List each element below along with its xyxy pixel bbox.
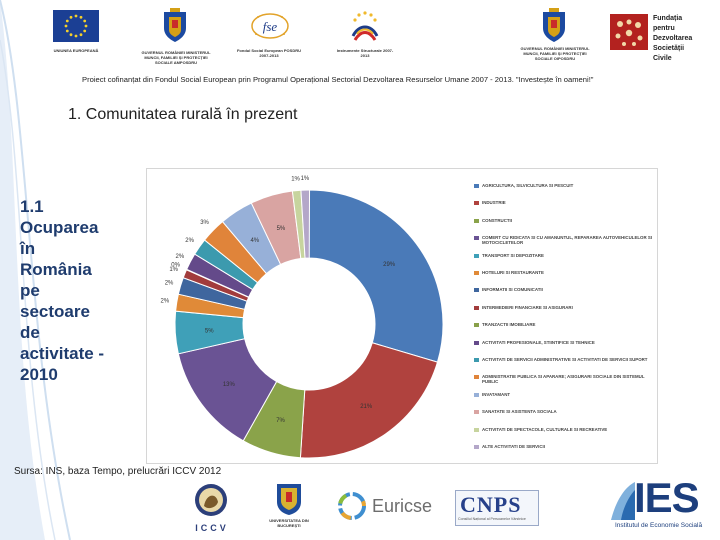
donut-label-9: 0%	[171, 262, 180, 269]
donut-slice-2	[300, 343, 437, 458]
iccv-text: ICCV	[195, 523, 229, 533]
legend-item	[474, 253, 654, 262]
donut-label-7: 2%	[164, 280, 174, 287]
gov2-caption: GUVERNUL ROMÂNIEI MINISTERUL MUNCII, FAMILIEI ȘI PROTECȚIEI SOCIALE OIPOSDRU	[520, 46, 590, 61]
legend-swatch	[474, 236, 479, 240]
header-logos	[0, 0, 720, 72]
legend-label: INVATAMANT	[482, 391, 511, 397]
legend-item	[474, 305, 654, 314]
donut-slice-1	[309, 190, 443, 362]
donut-label-16: 1%	[300, 176, 310, 183]
legend-item	[474, 322, 654, 331]
donut-label-10: 2%	[175, 253, 185, 260]
footer-logos	[0, 476, 720, 540]
cnps-logo	[455, 490, 539, 526]
legend-label: TRANZACTII IMOBILIARE	[482, 322, 536, 328]
legend-label: ALTE ACTIVITATI DE SERVICII	[482, 444, 545, 449]
legend-swatch	[474, 219, 479, 223]
legend-label: TRANSPORT SI DEPOZITARE	[482, 252, 544, 258]
fse-logo-icon	[250, 12, 290, 40]
gov-caption: GUVERNUL ROMÂNIEI MINISTERUL MUNCII, FAMILIEI ȘI PROTECȚIEI SOCIALE AMPOSDRU	[141, 50, 211, 65]
source-note: Sursa: INS, baza Tempo, prelucrări ICCV 2012	[14, 466, 222, 477]
university-logo-icon	[276, 482, 302, 516]
legend-item	[474, 200, 654, 209]
legend-label: ACTIVITATI DE SERVICII ADMINISTRATIVE SI ACTIVITATI DE SERVICII SUPORT	[482, 357, 648, 362]
donut-label-14: 5%	[276, 226, 286, 233]
donut-label-4: 13%	[222, 381, 235, 388]
cnps-sub: Consiliul Național al Persoanelor Vârstnice	[458, 517, 526, 521]
university-text: UNIVERSITATEA DIN BUCUREȘTI	[269, 518, 309, 528]
legend-swatch	[474, 288, 479, 292]
fdsc-text: Fundația pentru Dezvoltarea Societății Civile	[653, 15, 693, 62]
legend-swatch	[474, 341, 479, 345]
project-cofinancing-line: Proiect cofinanțat din Fondul Social European prin Programul Operațional Sectorial Dezvoltarea Resurselor Umane 2007 - 2013. "Investește în oameni!"	[82, 75, 594, 84]
legend-swatch	[474, 428, 479, 432]
svg-text:fse: fse	[262, 19, 278, 34]
legend-label: SANATATE SI ASISTENTA SOCIALA	[482, 409, 557, 415]
legend-item	[474, 270, 654, 279]
legend-label: HOTELURI SI RESTAURANTE	[482, 270, 544, 275]
legend-item	[474, 287, 654, 296]
legend-item	[474, 374, 654, 383]
donut-chart	[147, 169, 477, 463]
donut-label-13: 4%	[250, 237, 260, 244]
legend-label: COMERT CU RIDICATA SI CU AMANUNTUL, REPARAREA AUTOVEHICULELOR SI MOTOCICLETELOR	[482, 235, 653, 246]
legend-label: CONSTRUCTII	[482, 217, 513, 223]
cnps-text: CNPS	[460, 492, 522, 517]
donut-label-3: 7%	[276, 417, 285, 424]
donut-label-5: 5%	[204, 328, 214, 335]
ies-mark-icon	[607, 480, 637, 522]
romania-coat-icon-2	[540, 8, 568, 44]
legend-item	[474, 409, 654, 418]
fdsc-logo-icon	[610, 14, 648, 50]
legend-swatch	[474, 375, 479, 379]
chart-frame	[146, 168, 658, 464]
ies-sub: Institutul de Economie Socială	[615, 522, 703, 529]
eu-flag-icon	[53, 10, 99, 42]
donut-label-1: 29%	[383, 262, 396, 269]
is-caption: Instrumente Structurale 2007-2013	[336, 48, 394, 58]
legend-swatch	[474, 254, 479, 258]
legend-label: ACTIVITATI DE SPECTACOLE, CULTURALE SI RECREATIVE	[482, 426, 608, 432]
donut-label-6: 2%	[160, 298, 170, 305]
donut-label-15: 1%	[291, 176, 300, 183]
fse-caption: Fondul Social European POSDRU 2007-2013	[236, 48, 301, 58]
legend-swatch	[474, 445, 479, 449]
ies-text: IES	[634, 474, 699, 521]
legend-item	[474, 340, 654, 349]
legend-swatch	[474, 358, 479, 362]
legend-item	[474, 235, 654, 244]
euricse-logo-icon	[336, 490, 368, 522]
legend-item	[474, 357, 654, 366]
legend-swatch	[474, 393, 479, 397]
legend-item	[474, 183, 654, 192]
legend-item	[474, 444, 654, 453]
instrumente-structurale-icon	[347, 8, 383, 44]
iccv-logo-icon	[186, 480, 236, 524]
legend-item	[474, 218, 654, 227]
legend-swatch	[474, 410, 479, 414]
legend-label: ACTIVITATI PROFESIONALE, STIINTIFICE SI TEHNICE	[482, 339, 595, 345]
euricse-text: Euricse	[372, 496, 433, 516]
legend-label: INFORMATII SI COMUNICATII	[482, 287, 543, 293]
legend-swatch	[474, 184, 479, 188]
eu-caption: UNIUNEA EUROPEANĂ	[53, 48, 99, 53]
romania-coat-icon	[161, 8, 189, 44]
legend-swatch	[474, 323, 479, 327]
legend-swatch	[474, 306, 479, 310]
legend-item	[474, 392, 654, 401]
legend-swatch	[474, 201, 479, 205]
section-title: 1. Comunitatea rurală în prezent	[68, 106, 298, 123]
donut-label-12: 3%	[200, 220, 209, 227]
legend-item	[474, 427, 654, 436]
legend-label: INTERMEDIERI FINANCIARE SI ASIGURARI	[482, 304, 573, 310]
legend-label: INDUSTRIE	[482, 200, 506, 206]
chart-side-title: 1.1 Ocuparea în România pe sectoare de activitate - 2010	[20, 197, 105, 384]
legend-label: AGRICULTURA, SILVICULTURA SI PESCUIT	[482, 183, 574, 188]
legend-label: ADMINISTRATIE PUBLICA SI APARARE; ASIGURARI SOCIALE DIN SISTEMUL PUBLIC	[482, 374, 645, 385]
donut-label-8: 1%	[169, 267, 179, 274]
donut-label-2: 21%	[360, 404, 373, 411]
donut-label-11: 2%	[185, 237, 194, 244]
legend-swatch	[474, 271, 479, 275]
